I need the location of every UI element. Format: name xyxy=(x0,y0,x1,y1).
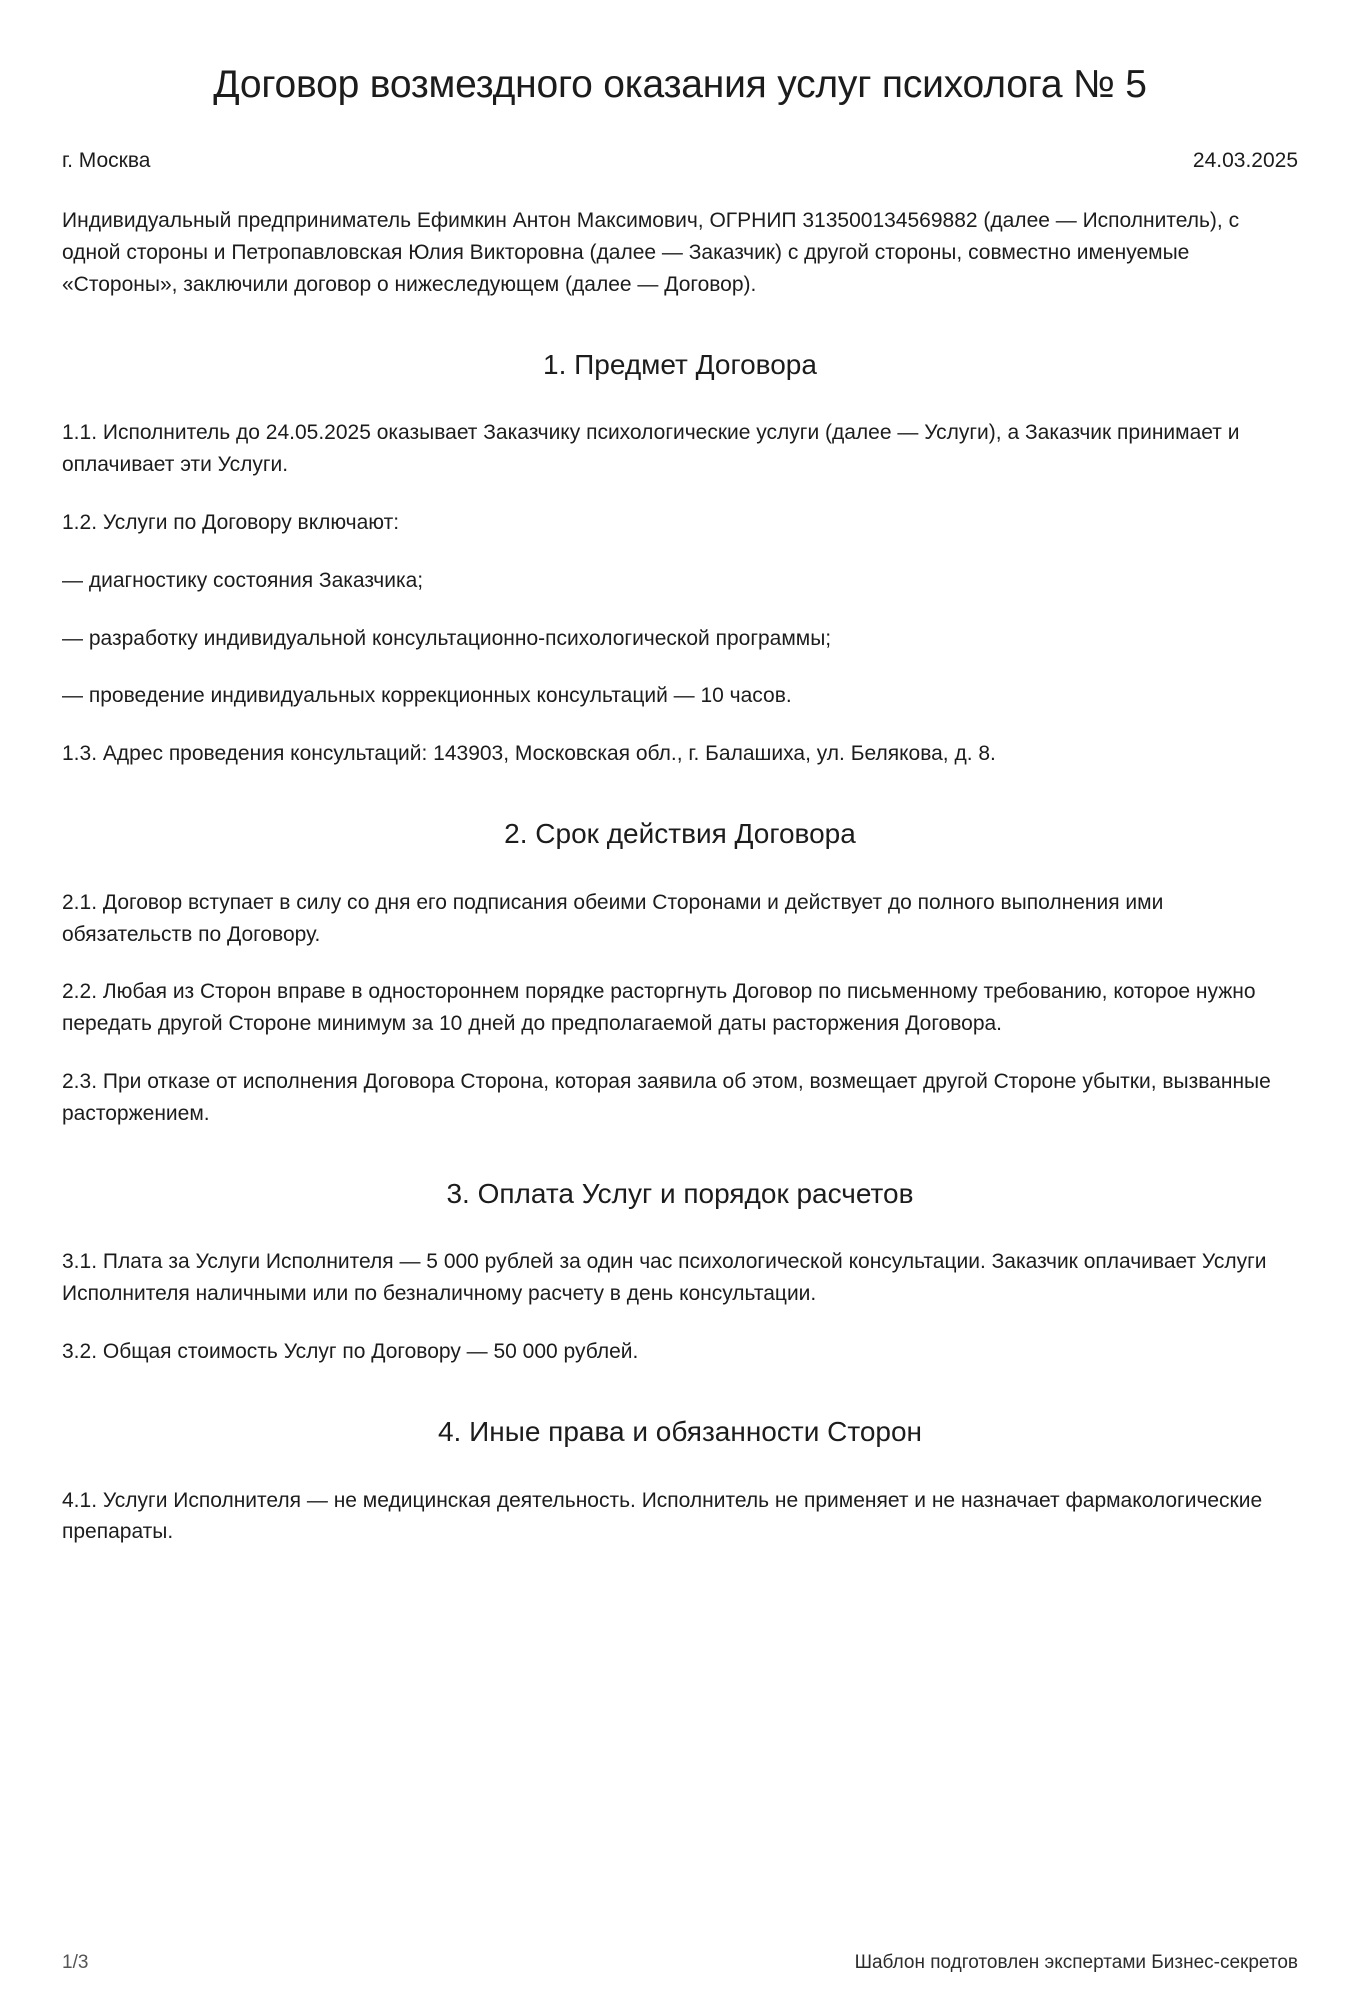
document-meta xyxy=(62,149,1298,173)
bottom-spacer xyxy=(62,1574,1298,1584)
section-3-paragraph-2: 3.2. Общая стоимость Услуг по Договору — 50 000 рублей. xyxy=(62,1340,639,1364)
section-heading-4: 4. Иные права и обязанности Сторон xyxy=(437,1416,923,1448)
document-date: 24.03.2025 xyxy=(1192,148,1298,172)
document-city: г. Москва xyxy=(62,148,151,172)
section-heading-2: 2. Срок действия Договора xyxy=(504,818,856,850)
footer-credit: Шаблон подготовлен экспертами Бизнес-секретов xyxy=(854,1952,1298,1973)
section-1-bullet-1: — диагностику состояния Заказчика; xyxy=(62,568,424,592)
section-4-paragraph-1: 4.1. Услуги Исполнителя — не медицинская деятельность. Исполнитель не применяет и не назначает фармакологические препараты. xyxy=(62,1488,1263,1544)
section-heading-3: 3. Оплата Услуг и порядок расчетов xyxy=(446,1178,914,1210)
section-1-paragraph-1: 1.1. Исполнитель до 24.05.2025 оказывает Заказчику психологические услуги (далее — Услуги), а Заказчик принимает и оплачивает эти Услуги. xyxy=(62,420,1240,476)
section-heading-1: 1. Предмет Договора xyxy=(543,348,817,380)
page-title: Договор возмездного оказания услуг психолога № 5 xyxy=(213,63,1147,106)
section-2-paragraph-2: 2.2. Любая из Сторон вправе в одностороннем порядке расторгнуть Договор по письменному требованию, которое нужно передать другой Стороне минимум за 10 дней до предполагаемой даты расторжения Договора. xyxy=(62,980,1256,1036)
section-1-bullet-3: — проведение индивидуальных коррекционных консультаций — 10 часов. xyxy=(62,684,792,708)
page-footer xyxy=(62,1952,1298,1974)
section-2-paragraph-3: 2.3. При отказе от исполнения Договора Сторона, которая заявила об этом, возмещает другой Стороне убытки, вызванные расторжением. xyxy=(62,1070,1271,1126)
section-1-paragraph-2: 1.2. Услуги по Договору включают: xyxy=(62,510,400,534)
page-number: 1/3 xyxy=(62,1952,89,1973)
section-3-paragraph-1: 3.1. Плата за Услуги Исполнителя — 5 000 рублей за один час психологической консультации. Заказчик оплачивает Услуги Исполнителя наличными или по безналичному расчету в день консультации. xyxy=(62,1250,1267,1306)
section-1-paragraph-3: 1.3. Адрес проведения консультаций: 143903, Московская обл., г. Балашиха, ул. Белякова, д. 8. xyxy=(62,742,996,766)
section-2-paragraph-1: 2.1. Договор вступает в силу со дня его подписания обеими Сторонами и действует до полного выполнения ими обязательств по Договору. xyxy=(62,890,1164,946)
document-preamble: Индивидуальный предприниматель Ефимкин Антон Максимович, ОГРНИП 313500134569882 (далее — Исполнитель), с одной стороны и Петропавловская Юлия Викторовна (далее — Заказчик) с другой стороны, совместно именуемые «Стороны», заключили договор о нижеследующем (далее — Договор). xyxy=(62,208,1240,296)
section-1-bullet-2: — разработку индивидуальной консультационно-психологической программы; xyxy=(62,626,832,650)
